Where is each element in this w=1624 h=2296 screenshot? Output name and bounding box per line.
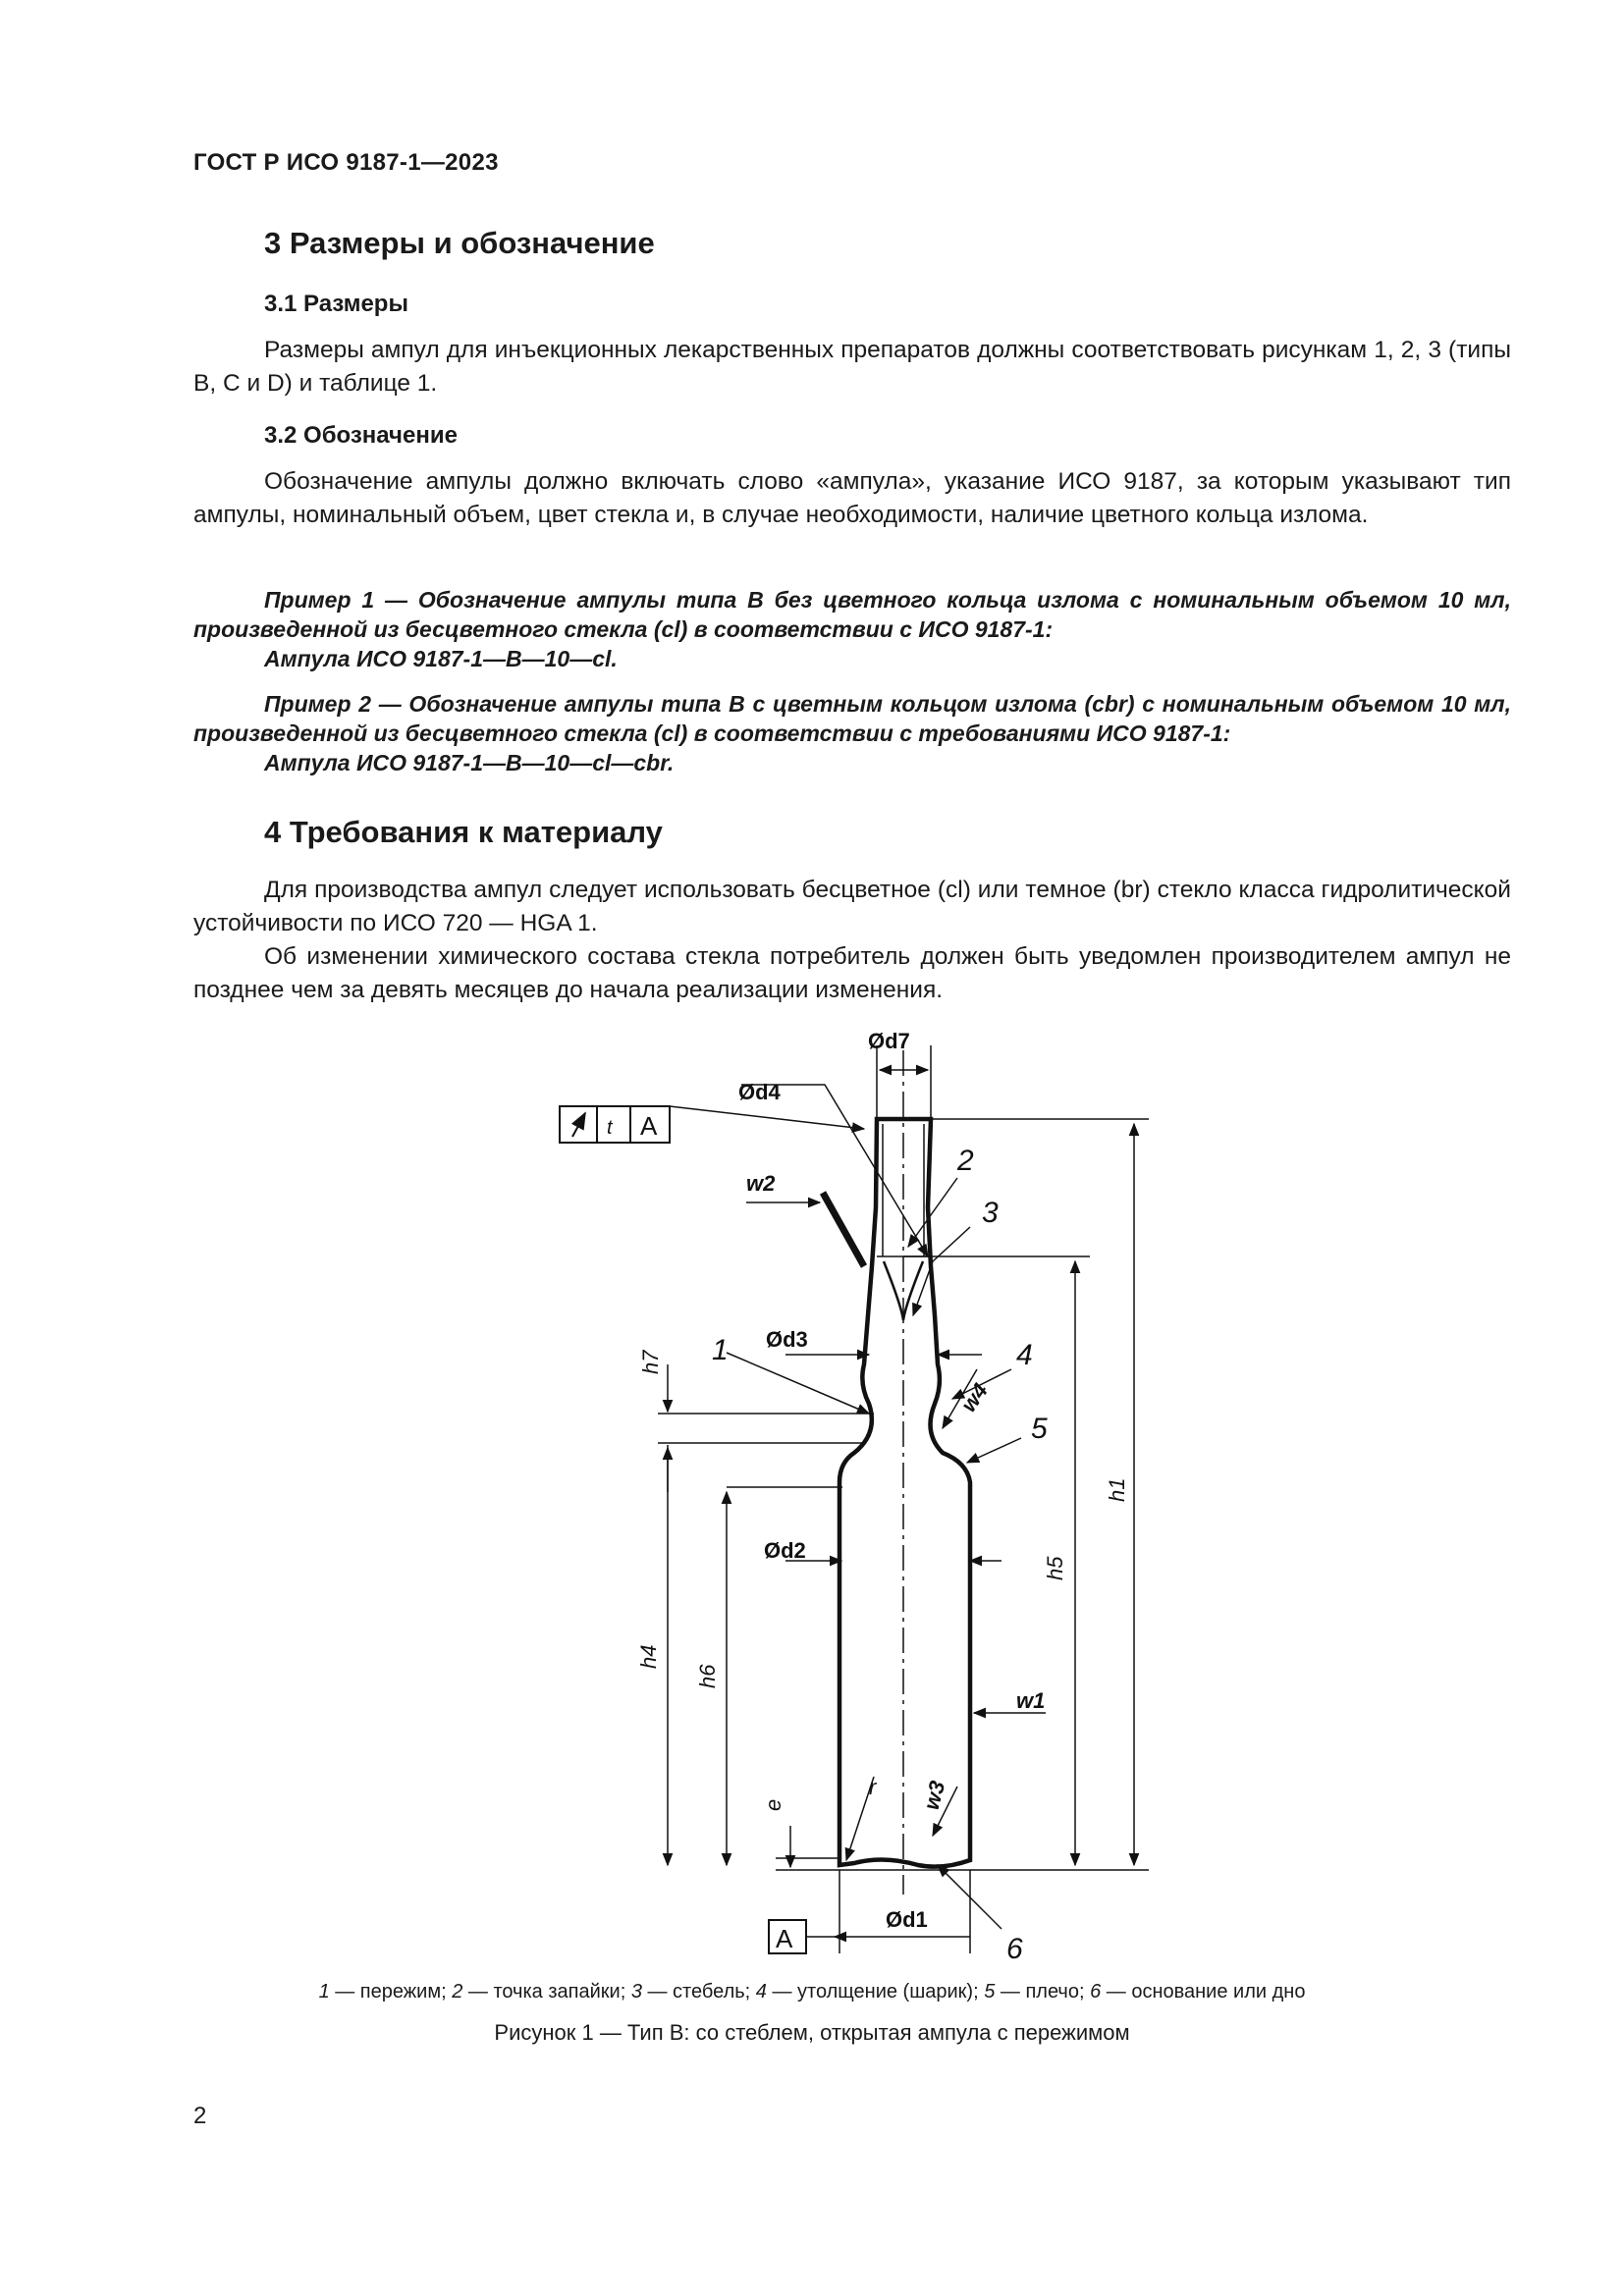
ampoule-outline [839,1119,970,1867]
label-w1: w1 [1016,1688,1046,1713]
legend-num-6: 6 [1090,1981,1102,2002]
label-w3: w3 [918,1778,950,1813]
label-d4: Ød4 [738,1080,781,1104]
label-w4: w4 [955,1378,993,1416]
legend-num-4: 4 [755,1981,767,2002]
example-2-text: Пример 2 — Обозначение ампулы типа B с цветным кольцом излома (cbr) с номинальным объемом 10 мл, произведенной из бесцветного стекла (cl) в соответствии с требованиями ИСО 9187-1: [193,691,1511,746]
section-3-2-title: 3.2 Обозначение [264,422,458,449]
section-3-2-text-content: Обозначение ампулы должно включать слово «ампула», указание ИСО 9187, за которым указывают тип ампулы, номинальный объем, цвет стекла и, в случае необходимости, наличие цветного кольца излома. [193,468,1511,528]
legend-text-6: — основание или дно [1101,1981,1306,2002]
label-r: r [869,1775,877,1799]
legend-num-1: 1 [318,1981,330,2002]
example-1-code: Ампула ИСО 9187-1—B—10—cl. [264,646,618,671]
label-e: e [761,1798,785,1811]
section-4-para-1-content: Для производства ампул следует использовать бесцветное (cl) или темное (br) стекло класса гидролитической устойчивости по ИСО 720 — HGA 1. [193,877,1511,936]
example-1-text: Пример 1 — Обозначение ампулы типа B без цветного кольца излома с номинальным объемом 10 мл, произведенной из бесцветного стекла (cl) в соответствии с ИСО 9187-1: [193,587,1511,642]
document-id-header: ГОСТ Р ИСО 9187-1—2023 [193,149,499,176]
label-d3: Ød3 [766,1327,808,1352]
page-number: 2 [193,2103,207,2129]
label-n4: 4 [1016,1339,1033,1371]
legend-text-2: — точка запайки; [462,1981,631,2002]
label-datum-a: A [776,1924,793,1953]
label-d1: Ød1 [886,1907,928,1932]
label-h6: h6 [695,1664,720,1688]
label-n2: 2 [957,1145,974,1177]
section-3-1-text-content: Размеры ампул для инъекционных лекарственных препаратов должны соответствовать рисункам 1, 2, 3 (типы B, C и D) и таблице 1. [193,337,1511,397]
label-n6: 6 [1006,1933,1023,1965]
figure-legend [0,1981,1624,2003]
section-4-para-2-content: Об изменении химического состава стекла потребитель должен быть уведомлен производителем ампул не позднее чем за девять месяцев до начала реализации изменения. [193,943,1511,1003]
section-3-1-title: 3.1 Размеры [264,291,408,317]
section-4-title: 4 Требования к материалу [264,815,663,849]
label-d2: Ød2 [764,1538,806,1563]
label-datum-frame: A [640,1111,658,1141]
legend-num-5: 5 [984,1981,996,2002]
label-h7: h7 [638,1350,663,1374]
label-d7: Ød7 [868,1029,910,1053]
legend-text-4: — утолщение (шарик); [766,1981,985,2002]
label-h4: h4 [636,1644,661,1669]
section-3-title: 3 Размеры и обозначение [264,226,655,260]
label-h5: h5 [1043,1556,1067,1580]
legend-text-5: — плечо; [995,1981,1091,2002]
label-n5: 5 [1031,1413,1048,1445]
legend-num-2: 2 [452,1981,463,2002]
legend-num-3: 3 [630,1981,642,2002]
legend-text-3: — стебель; [641,1981,756,2002]
figure-caption: Рисунок 1 — Тип B: со стеблем, открытая ампула с пережимом [494,2020,1130,2045]
label-h1: h1 [1105,1477,1129,1502]
label-t: t [607,1117,613,1139]
label-n1: 1 [712,1334,729,1366]
label-n3: 3 [982,1197,999,1229]
example-2-code: Ампула ИСО 9187-1—B—10—cl—cbr. [264,750,675,775]
legend-text-1: — пережим; [329,1981,453,2002]
label-w2: w2 [746,1171,776,1196]
